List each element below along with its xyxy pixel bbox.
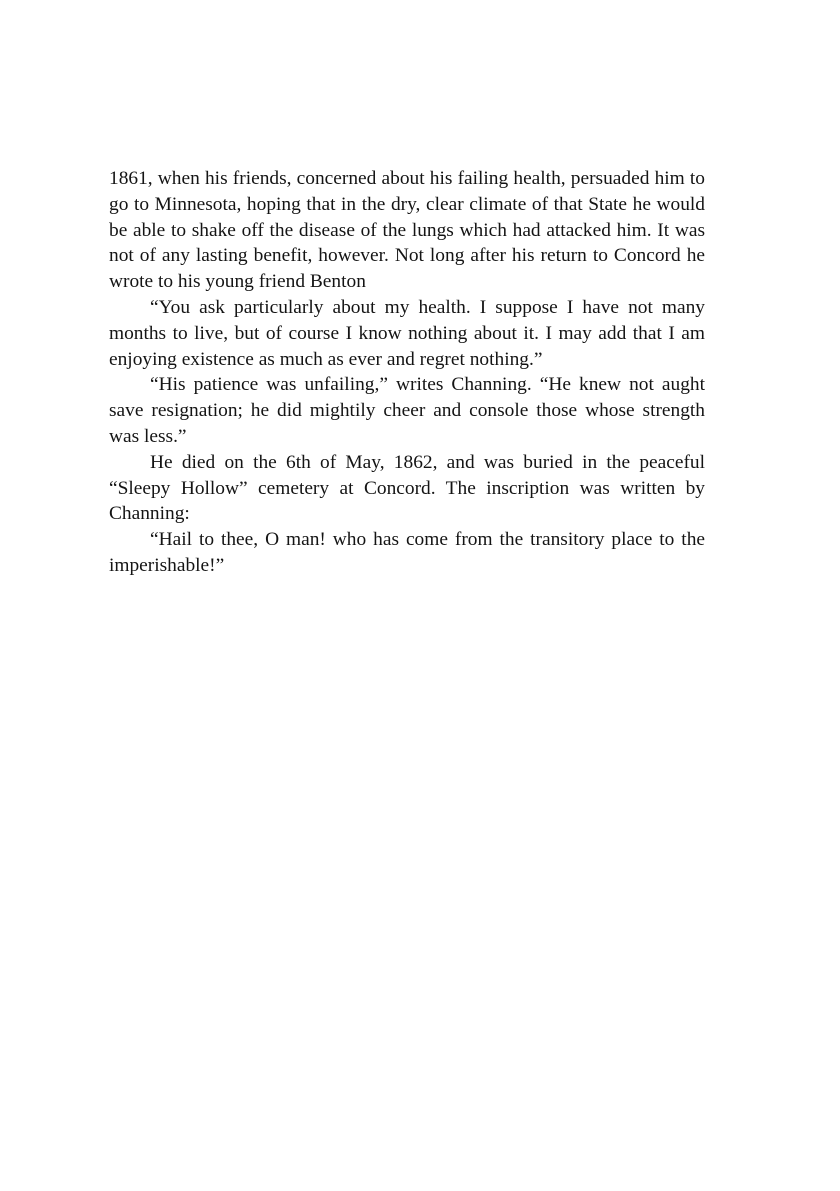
paragraph-death: He died on the 6th of May, 1862, and was buried in the peaceful “Sleepy Hollow” cemetery at Concord. The inscription was written by Channing: <box>109 451 705 525</box>
paragraph-inscription: “Hail to thee, O man! who has come from the transitory place to the imperishable!” <box>109 529 705 576</box>
paragraph-continuation: 1861, when his friends, concerned about his failing health, persuaded him to go to Minnesota, hoping that in the dry, clear climate of that State he would be able to shake off the disease of the lungs which had attacked him. It was not of any lasting benefit, however. Not long after his return to Concord he wrote to his young friend Benton <box>109 168 705 293</box>
paragraph-letter-quote: “You ask particularly about my health. I suppose I have not many months to live, but of course I know nothing about it. I may add that I am enjoying existence as much as ever and regret nothing.” <box>109 296 705 370</box>
paragraph-channing-quote: “His patience was unfailing,” writes Channing. “He knew not aught save resignation; he did mightily cheer and console those whose strength was less.” <box>109 374 705 447</box>
page-text <box>109 166 705 579</box>
